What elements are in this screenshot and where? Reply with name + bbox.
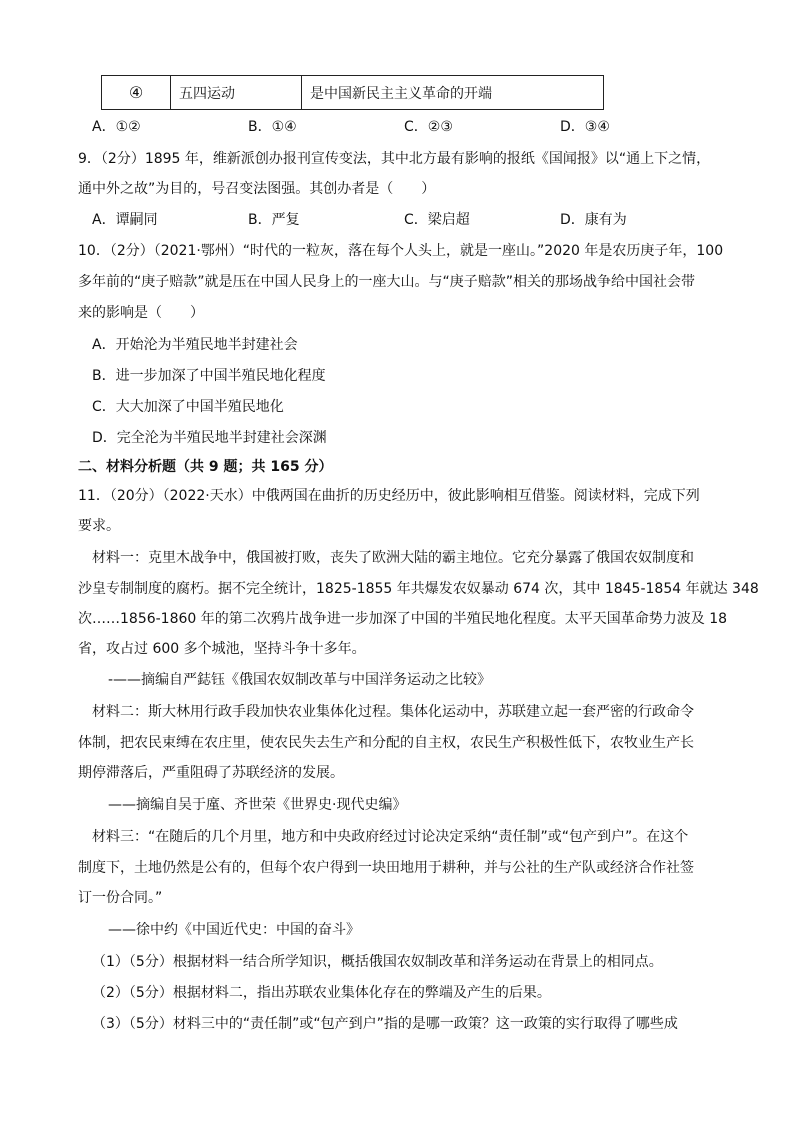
material-three-line: 订一份合同。” [78, 890, 163, 906]
row-event: 五四运动 [171, 76, 302, 110]
q10-option-b[interactable]: B．进一步加深了中国半殖民地化程度 [92, 368, 326, 384]
q8-option-c[interactable]: C．②③ [404, 119, 453, 135]
material-three-line: 材料三：“在随后的几个月里，地方和中央政府经过讨论决定采纳“责任制”或“包产到户”。在这个 [92, 829, 689, 845]
q8-option-a[interactable]: A．①② [92, 119, 141, 135]
q11-stem-line: 11．（20分）（2022·天水）中俄两国在曲折的历史经历中，彼此影响相互借鉴。阅读材料，完成下列 [78, 488, 700, 504]
q10-option-d[interactable]: D．完全沦为半殖民地半封建社会深渊 [92, 430, 327, 446]
material-three-line: 制度下，土地仍然是公有的，但每个农户得到一块田地用于耕种，并与公社的生产队或经济合作社签 [78, 860, 694, 876]
q10-stem-line: 10．（2分）（2021·鄂州）“时代的一粒灰，落在每个人头上，就是一座山。”2020 年是农历庚子年，100 [78, 243, 724, 259]
sub-question-2: （2）（5分）根据材料二，指出苏联农业集体化存在的弊端及产生的后果。 [92, 985, 551, 1001]
material-one-line: 省，攻占过 600 多个城池，坚持斗争十多年。 [78, 641, 366, 657]
q8-option-d[interactable]: D．③④ [560, 119, 610, 135]
material-one-line: 次……1856-1860 年的第二次鸦片战争进一步加深了中国的半殖民地化程度。太平天国革命势力波及 18 [78, 611, 728, 627]
q9-option-a[interactable]: A．谭嗣同 [92, 212, 158, 228]
material-one-line: 沙皇专制制度的腐朽。据不完全统计，1825-1855 年共爆发农奴暴动 674 次，其中 1845-1854 年就达 348 [78, 581, 759, 597]
sub-question-3: （3）（5分）材料三中的“责任制”或“包产到户”指的是哪一政策？这一政策的实行取得了哪些成 [92, 1016, 678, 1032]
q10-option-c[interactable]: C．大大加深了中国半殖民地化 [92, 399, 284, 415]
q9-option-c[interactable]: C．梁启超 [404, 212, 470, 228]
material-two-line: 材料二：斯大林用行政手段加快农业集体化过程。集体化运动中，苏联建立起一套严密的行政命令 [92, 704, 694, 720]
q11-stem-line: 要求。 [78, 518, 120, 534]
material-two-line: 体制，把农民束缚在农庄里，使农民失去生产和分配的自主权，农民生产积极性低下，农牧业生产长 [78, 735, 694, 751]
row-number: ④ [102, 76, 171, 110]
material-three-source: ——徐中约《中国近代史：中国的奋斗》 [108, 922, 360, 938]
material-two-line: 期停滞落后，严重阻碍了苏联经济的发展。 [78, 765, 344, 781]
event-table [101, 75, 604, 110]
table-row [102, 76, 604, 110]
q10-stem-line: 来的影响是（ ） [78, 305, 204, 321]
row-description: 是中国新民主主义革命的开端 [302, 76, 604, 110]
q9-stem-line: 通中外之故”为目的，号召变法图强。其创办者是（ ） [78, 181, 436, 197]
q9-option-b[interactable]: B．严复 [248, 212, 300, 228]
section-heading: 二、材料分析题（共 9 题；共 165 分） [78, 459, 333, 475]
q8-option-b[interactable]: B．①④ [248, 119, 297, 135]
q10-option-a[interactable]: A．开始沦为半殖民地半封建社会 [92, 337, 298, 353]
q9-option-d[interactable]: D．康有为 [560, 212, 627, 228]
material-two-source: ——摘编自吴于廑、齐世荣《世界史·现代史编》 [108, 797, 407, 813]
q9-stem-line: 9．（2分）1895 年，维新派创办报刊宣传变法，其中北方最有影响的报纸《国闻报》以“通上下之情， [78, 151, 711, 167]
q10-stem-line: 多年前的“庚子赔款”就是压在中国人民身上的一座大山。与“庚子赔款”相关的那场战争给中国社会带 [78, 274, 696, 290]
material-one-line: 材料一：克里木战争中，俄国被打败，丧失了欧洲大陆的霸主地位。它充分暴露了俄国农奴制度和 [92, 550, 694, 566]
material-one-source: -——摘编自严鋕钰《俄国农奴制改革与中国洋务运动之比较》 [108, 672, 492, 688]
sub-question-1: （1）（5分）根据材料一结合所学知识，概括俄国农奴制改革和洋务运动在背景上的相同点。 [92, 954, 663, 970]
